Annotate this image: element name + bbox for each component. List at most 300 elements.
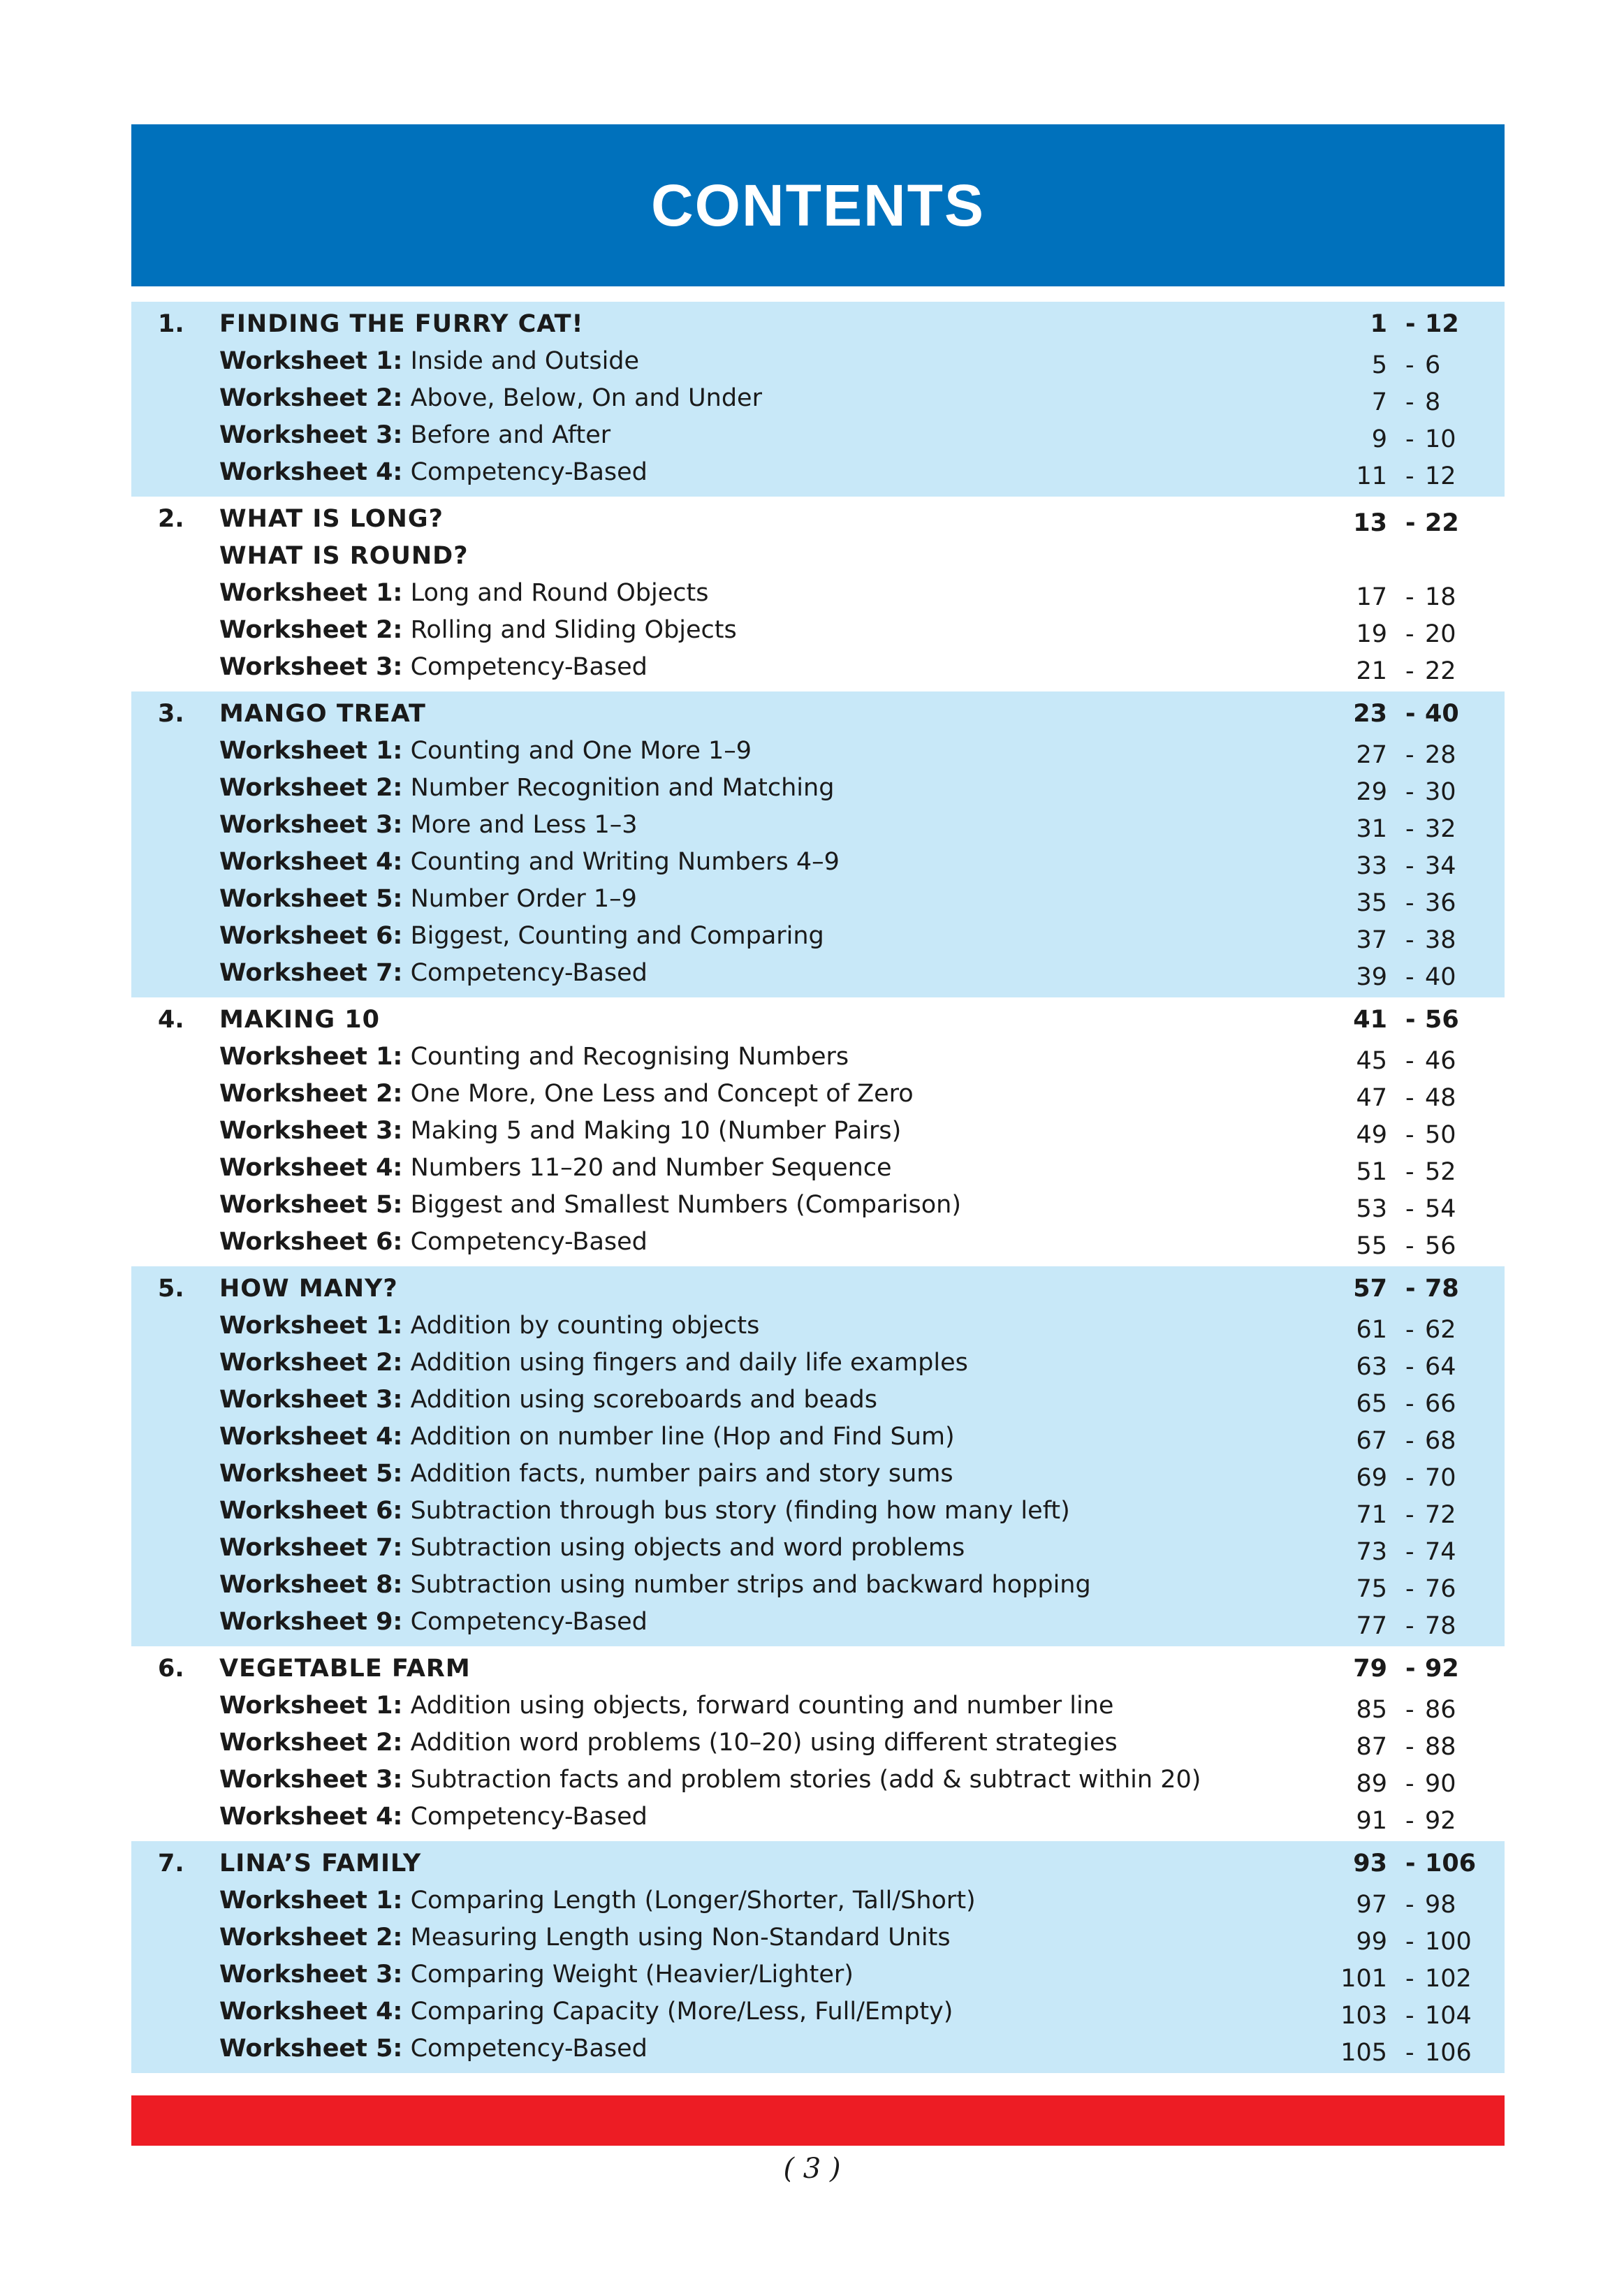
- worksheet-row[interactable]: [131, 1224, 1505, 1261]
- worksheet-number: Worksheet 4:: [219, 1423, 403, 1451]
- worksheet-entry: [219, 575, 708, 612]
- page-end: 90: [1425, 1770, 1456, 1798]
- page-end: 92: [1425, 1655, 1459, 1683]
- worksheet-row[interactable]: [131, 918, 1505, 955]
- worksheet-number: Worksheet 7:: [219, 1534, 403, 1562]
- page-range: [1347, 1349, 1486, 1386]
- page-start: 33: [1356, 852, 1387, 880]
- worksheet-number: Worksheet 3:: [219, 811, 403, 839]
- chapter-title: MAKING 10: [219, 1006, 380, 1034]
- worksheet-row[interactable]: [131, 1725, 1505, 1762]
- worksheet-title: Comparing Capacity (More/Less, Full/Empty): [410, 1998, 953, 2026]
- worksheet-row[interactable]: [131, 649, 1505, 686]
- page-end: 36: [1425, 889, 1456, 917]
- worksheet-entry: [219, 1039, 849, 1076]
- worksheet-row[interactable]: [131, 380, 1505, 417]
- page-range-dash: -: [1405, 657, 1414, 685]
- page-end: 12: [1425, 310, 1459, 338]
- worksheet-number: Worksheet 2:: [219, 774, 403, 802]
- footer-bar: [131, 2095, 1505, 2146]
- worksheet-entry: [219, 1308, 759, 1345]
- page-range: [1347, 1803, 1486, 1840]
- chapter-title-row[interactable]: [131, 538, 1505, 575]
- worksheet-row[interactable]: [131, 1993, 1505, 2030]
- worksheet-number: Worksheet 5:: [219, 2035, 403, 2063]
- worksheet-number: Worksheet 3:: [219, 1386, 403, 1414]
- page-range: [1347, 1692, 1486, 1729]
- worksheet-title: Comparing Length (Longer/Shorter, Tall/Short): [410, 1887, 976, 1915]
- contents-header: [131, 124, 1505, 286]
- table-of-contents: [131, 302, 1505, 2073]
- page-range: [1347, 1271, 1486, 1308]
- worksheet-number: Worksheet 2:: [219, 1729, 403, 1757]
- page-range: [1347, 458, 1486, 495]
- worksheet-row[interactable]: [131, 1567, 1505, 1604]
- page-start: 105: [1340, 2039, 1387, 2067]
- worksheet-number: Worksheet 2:: [219, 616, 403, 644]
- page-range-dash: -: [1405, 778, 1414, 806]
- page-start: 75: [1356, 1575, 1387, 1603]
- worksheet-entry: [219, 343, 639, 380]
- worksheet-number: Worksheet 1:: [219, 579, 403, 607]
- worksheet-title: Subtraction using number strips and backward hopping: [410, 1571, 1091, 1599]
- page-range-dash: -: [1405, 1928, 1414, 1956]
- page-start: 5: [1371, 351, 1387, 379]
- worksheet-title: Number Order 1–9: [410, 885, 637, 913]
- page-end: 30: [1425, 778, 1456, 806]
- page-end: 8: [1425, 388, 1441, 416]
- page-start: 47: [1356, 1084, 1387, 1112]
- worksheet-title: Subtraction through bus story (finding how many left): [410, 1497, 1070, 1525]
- worksheet-entry: [219, 1456, 953, 1493]
- page-range: [1347, 1534, 1486, 1571]
- worksheet-title: Inside and Outside: [410, 347, 640, 375]
- worksheet-number: Worksheet 8:: [219, 1571, 403, 1599]
- worksheet-number: Worksheet 4:: [219, 848, 403, 876]
- worksheet-row[interactable]: [131, 1076, 1505, 1113]
- page-start: 57: [1353, 1275, 1387, 1303]
- chapter-title: HOW MANY?: [219, 1275, 398, 1303]
- page-end: 46: [1425, 1047, 1456, 1075]
- chapter-title-row[interactable]: [131, 1650, 1505, 1688]
- worksheet-row[interactable]: [131, 2030, 1505, 2067]
- page-start: 7: [1371, 388, 1387, 416]
- worksheet-row[interactable]: [131, 1150, 1505, 1187]
- page-range-dash: -: [1405, 1121, 1414, 1149]
- worksheet-title: Making 5 and Making 10 (Number Pairs): [410, 1117, 902, 1145]
- worksheet-number: Worksheet 1:: [219, 347, 403, 375]
- worksheet-entry: [219, 1345, 968, 1382]
- worksheet-number: Worksheet 1:: [219, 1043, 403, 1071]
- page-end: 32: [1425, 815, 1456, 843]
- chapter-number: 5.: [158, 1275, 184, 1303]
- page-end: 100: [1425, 1928, 1472, 1956]
- page-start: 93: [1353, 1850, 1387, 1877]
- worksheet-row[interactable]: [131, 1308, 1505, 1345]
- page-range: [1347, 1423, 1486, 1460]
- page-start: 41: [1353, 1006, 1387, 1034]
- worksheet-row[interactable]: [131, 1187, 1505, 1224]
- page-start: 71: [1356, 1501, 1387, 1529]
- page-range-dash: -: [1405, 852, 1414, 880]
- page-range-dash: -: [1405, 1006, 1416, 1034]
- page-end: 50: [1425, 1121, 1456, 1149]
- chapter-title: VEGETABLE FARM: [219, 1655, 471, 1683]
- worksheet-row[interactable]: [131, 733, 1505, 770]
- page-range: [1347, 1887, 1486, 1924]
- page-start: 39: [1356, 963, 1387, 991]
- worksheet-row[interactable]: [131, 1345, 1505, 1382]
- chapter-number: 2.: [158, 505, 184, 533]
- chapter-title-row[interactable]: [131, 1845, 1505, 1882]
- page-range: [1347, 885, 1486, 922]
- worksheet-row[interactable]: [131, 1604, 1505, 1641]
- worksheet-row[interactable]: [131, 1530, 1505, 1567]
- worksheet-row[interactable]: [131, 1882, 1505, 1919]
- worksheet-row[interactable]: [131, 612, 1505, 649]
- chapter-title: WHAT IS ROUND?: [219, 542, 469, 570]
- page-number: ( 3 ): [783, 2153, 841, 2185]
- worksheet-title: Addition by counting objects: [410, 1312, 760, 1340]
- page-end: 28: [1425, 741, 1456, 769]
- page-range-dash: -: [1405, 2002, 1414, 2030]
- worksheet-title: Competency-Based: [410, 1228, 648, 1256]
- page-start: 49: [1356, 1121, 1387, 1149]
- page-range: [1347, 1729, 1486, 1766]
- chapter-number: 7.: [158, 1850, 184, 1877]
- page-range-dash: -: [1405, 425, 1414, 453]
- page-range: [1347, 421, 1486, 458]
- page-range: [1347, 347, 1486, 384]
- worksheet-number: Worksheet 2:: [219, 1924, 403, 1952]
- worksheet-title: Counting and Writing Numbers 4–9: [410, 848, 840, 876]
- page-range-dash: -: [1405, 1084, 1414, 1112]
- worksheet-number: Worksheet 4:: [219, 1998, 403, 2026]
- page-range-dash: -: [1405, 1275, 1416, 1303]
- worksheet-entry: [219, 1762, 1201, 1799]
- page-start: 17: [1356, 583, 1387, 611]
- page-range: [1347, 1571, 1486, 1608]
- page-range: [1347, 1312, 1486, 1349]
- chapter-title: MANGO TREAT: [219, 700, 426, 728]
- page-end: 78: [1425, 1612, 1456, 1640]
- worksheet-entry: [219, 2030, 648, 2067]
- page-range-dash: -: [1405, 815, 1414, 843]
- page-range-dash: -: [1405, 963, 1414, 991]
- worksheet-number: Worksheet 4:: [219, 1803, 403, 1831]
- worksheet-entry: [219, 1956, 854, 1993]
- worksheet-title: Comparing Weight (Heavier/Lighter): [410, 1961, 854, 1989]
- worksheet-row[interactable]: [131, 1419, 1505, 1456]
- page-range: [1347, 696, 1486, 733]
- page-range-dash: -: [1405, 1807, 1414, 1835]
- worksheet-number: Worksheet 2:: [219, 384, 403, 412]
- worksheet-number: Worksheet 3:: [219, 1961, 403, 1989]
- page-end: 54: [1425, 1195, 1456, 1223]
- page-end: 68: [1425, 1427, 1456, 1455]
- worksheet-row[interactable]: [131, 881, 1505, 918]
- page-start: 53: [1356, 1195, 1387, 1223]
- page-end: 22: [1425, 509, 1459, 537]
- page-start: 23: [1353, 700, 1387, 728]
- worksheet-row[interactable]: [131, 844, 1505, 881]
- worksheet-row[interactable]: [131, 1799, 1505, 1836]
- page-start: 61: [1356, 1316, 1387, 1344]
- worksheet-row[interactable]: [131, 1493, 1505, 1530]
- worksheet-entry: [219, 1567, 1091, 1604]
- chapter-title-row[interactable]: [131, 501, 1505, 538]
- worksheet-row[interactable]: [131, 955, 1505, 992]
- page-start: 67: [1356, 1427, 1387, 1455]
- page-end: 78: [1425, 1275, 1459, 1303]
- page-end: 86: [1425, 1696, 1456, 1724]
- page-range: [1347, 1191, 1486, 1228]
- page-range: [1347, 616, 1486, 653]
- page-range: [1340, 2035, 1486, 2072]
- worksheet-entry: [219, 380, 762, 417]
- worksheet-entry: [219, 881, 637, 918]
- page-range: [1347, 1386, 1486, 1423]
- page-end: 66: [1425, 1390, 1456, 1418]
- chapter-block: [131, 497, 1505, 691]
- page-range-dash: -: [1405, 1232, 1414, 1260]
- worksheet-title: Addition facts, number pairs and story sums: [410, 1460, 953, 1488]
- worksheet-title: Long and Round Objects: [410, 579, 709, 607]
- worksheet-row[interactable]: [131, 343, 1505, 380]
- page-end: 56: [1425, 1232, 1456, 1260]
- worksheet-entry: [219, 1076, 914, 1113]
- chapter-title: FINDING THE FURRY CAT!: [219, 310, 584, 338]
- worksheet-row[interactable]: [131, 770, 1505, 807]
- chapter-title-row[interactable]: [131, 1002, 1505, 1039]
- page-range: [1347, 848, 1486, 885]
- page-end: 102: [1425, 1965, 1472, 1993]
- page-range: [1347, 811, 1486, 848]
- worksheet-number: Worksheet 1:: [219, 737, 403, 765]
- worksheet-number: Worksheet 3:: [219, 1117, 403, 1145]
- page-start: 9: [1371, 425, 1387, 453]
- page-range: [1347, 1460, 1486, 1497]
- worksheet-title: Competency-Based: [410, 458, 648, 486]
- worksheet-number: Worksheet 6:: [219, 922, 403, 950]
- chapter-title-row[interactable]: [131, 696, 1505, 733]
- worksheet-entry: [219, 1224, 648, 1261]
- page-start: 103: [1340, 2002, 1387, 2030]
- worksheet-row[interactable]: [131, 575, 1505, 612]
- page-end: 56: [1425, 1006, 1459, 1034]
- worksheet-title: Addition using objects, forward counting and number line: [410, 1692, 1114, 1720]
- worksheet-entry: [219, 417, 610, 454]
- page-start: 97: [1356, 1891, 1387, 1919]
- page-range-dash: -: [1405, 1850, 1416, 1877]
- chapter-number: 6.: [158, 1655, 184, 1683]
- worksheet-entry: [219, 1604, 648, 1641]
- page-end: 62: [1425, 1316, 1456, 1344]
- page-start: 73: [1356, 1538, 1387, 1566]
- page-range-dash: -: [1405, 620, 1414, 648]
- worksheet-row[interactable]: [131, 807, 1505, 844]
- worksheet-entry: [219, 770, 834, 807]
- page-range: [1347, 959, 1486, 996]
- page-range: [1347, 505, 1486, 542]
- page-start: 45: [1356, 1047, 1387, 1075]
- worksheet-entry: [219, 955, 648, 992]
- page-start: 51: [1356, 1158, 1387, 1186]
- worksheet-row[interactable]: [131, 1039, 1505, 1076]
- worksheet-entry: [219, 612, 737, 649]
- worksheet-row[interactable]: [131, 1956, 1505, 1993]
- page-end: 76: [1425, 1575, 1456, 1603]
- page-range-dash: -: [1405, 1047, 1414, 1075]
- page-end: 40: [1425, 963, 1456, 991]
- page-start: 27: [1356, 741, 1387, 769]
- worksheet-row[interactable]: [131, 454, 1505, 491]
- page-range-dash: -: [1405, 1696, 1414, 1724]
- chapter-block: [131, 1266, 1505, 1646]
- page-start: 101: [1340, 1965, 1387, 1993]
- page-range: [1347, 1117, 1486, 1154]
- page-range-dash: -: [1405, 1733, 1414, 1761]
- page-range: [1347, 1497, 1486, 1534]
- page-start: 13: [1353, 509, 1387, 537]
- worksheet-row[interactable]: [131, 1688, 1505, 1725]
- worksheet-entry: [219, 1688, 1113, 1725]
- page-end: 88: [1425, 1733, 1456, 1761]
- page-range: [1347, 922, 1486, 959]
- worksheet-title: Competency-Based: [410, 959, 648, 987]
- worksheet-title: Number Recognition and Matching: [410, 774, 835, 802]
- worksheet-number: Worksheet 7:: [219, 959, 403, 987]
- page-range: [1347, 306, 1486, 343]
- worksheet-number: Worksheet 3:: [219, 653, 403, 681]
- page-range: [1347, 1002, 1486, 1039]
- worksheet-entry: [219, 649, 648, 686]
- page-range-dash: -: [1405, 1390, 1414, 1418]
- page-start: 21: [1356, 657, 1387, 685]
- chapter-block: [131, 1841, 1505, 2073]
- chapter-number: 4.: [158, 1006, 184, 1034]
- page-range: [1347, 1608, 1486, 1645]
- page-range-dash: -: [1405, 351, 1414, 379]
- worksheet-row[interactable]: [131, 417, 1505, 454]
- worksheet-entry: [219, 807, 638, 844]
- worksheet-entry: [219, 844, 840, 881]
- worksheet-title: Subtraction using objects and word problems: [410, 1534, 965, 1562]
- page-start: 99: [1356, 1928, 1387, 1956]
- worksheet-number: Worksheet 6:: [219, 1497, 403, 1525]
- worksheet-title: More and Less 1–3: [410, 811, 638, 839]
- page-range-dash: -: [1405, 1965, 1414, 1993]
- worksheet-title: Competency-Based: [410, 653, 648, 681]
- page-range-dash: -: [1405, 583, 1414, 611]
- worksheet-entry: [219, 1725, 1118, 1762]
- page-range: [1347, 579, 1486, 616]
- page-range-dash: -: [1405, 310, 1416, 338]
- page-end: 106: [1425, 1850, 1477, 1877]
- page-start: 89: [1356, 1770, 1387, 1798]
- worksheet-number: Worksheet 2:: [219, 1349, 403, 1377]
- page-start: 85: [1356, 1696, 1387, 1724]
- worksheet-row[interactable]: [131, 1113, 1505, 1150]
- page-range: [1347, 1766, 1486, 1803]
- page-range-dash: -: [1405, 1538, 1414, 1566]
- page-range-dash: -: [1405, 1353, 1414, 1381]
- page-end: 70: [1425, 1464, 1456, 1492]
- worksheet-number: Worksheet 3:: [219, 1766, 403, 1794]
- worksheet-title: Competency-Based: [410, 1608, 648, 1636]
- worksheet-row[interactable]: [131, 1382, 1505, 1419]
- worksheet-entry: [219, 1382, 877, 1419]
- page-end: 18: [1425, 583, 1456, 611]
- page-range-dash: -: [1405, 388, 1414, 416]
- page-end: 52: [1425, 1158, 1456, 1186]
- page-end: 92: [1425, 1807, 1456, 1835]
- chapter-block: [131, 997, 1505, 1266]
- page-end: 34: [1425, 852, 1456, 880]
- page-start: 87: [1356, 1733, 1387, 1761]
- chapter-title: WHAT IS LONG?: [219, 505, 444, 533]
- page-range-dash: -: [1405, 1195, 1414, 1223]
- page-range-dash: -: [1405, 1427, 1414, 1455]
- page-start: 65: [1356, 1390, 1387, 1418]
- page-start: 79: [1353, 1655, 1387, 1683]
- page-range-dash: -: [1405, 889, 1414, 917]
- chapter-number: 1.: [158, 310, 184, 338]
- worksheet-title: Counting and Recognising Numbers: [410, 1043, 849, 1071]
- page-end: 6: [1425, 351, 1441, 379]
- worksheet-entry: [219, 1187, 961, 1224]
- page-range: [1340, 1961, 1486, 1998]
- worksheet-entry: [219, 1419, 955, 1456]
- worksheet-row[interactable]: [131, 1456, 1505, 1493]
- worksheet-title: Addition using fingers and daily life examples: [410, 1349, 968, 1377]
- page-start: 31: [1356, 815, 1387, 843]
- worksheet-entry: [219, 1493, 1070, 1530]
- page-start: 55: [1356, 1232, 1387, 1260]
- worksheet-entry: [219, 1993, 953, 2030]
- worksheet-row[interactable]: [131, 1919, 1505, 1956]
- page-end: 98: [1425, 1891, 1456, 1919]
- page-range-dash: -: [1405, 741, 1414, 769]
- page-start: 1: [1370, 310, 1387, 338]
- worksheet-title: Addition using scoreboards and beads: [410, 1386, 877, 1414]
- page-start: 35: [1356, 889, 1387, 917]
- page-end: 74: [1425, 1538, 1456, 1566]
- page-end: 38: [1425, 926, 1456, 954]
- worksheet-entry: [219, 1799, 648, 1836]
- worksheet-entry: [219, 1530, 965, 1567]
- page-end: 64: [1425, 1353, 1456, 1381]
- worksheet-entry: [219, 1882, 976, 1919]
- page-range-dash: -: [1405, 1612, 1414, 1640]
- page-start: 69: [1356, 1464, 1387, 1492]
- page-title: CONTENTS: [651, 172, 985, 238]
- page-range: [1347, 653, 1486, 690]
- page-range: [1347, 1650, 1486, 1688]
- chapter-title-row[interactable]: [131, 306, 1505, 343]
- page-start: 77: [1356, 1612, 1387, 1640]
- page-range: [1347, 1924, 1486, 1961]
- chapter-title-row[interactable]: [131, 1271, 1505, 1308]
- page-range-dash: -: [1405, 2039, 1414, 2067]
- worksheet-entry: [219, 918, 824, 955]
- worksheet-entry: [219, 1150, 892, 1187]
- chapter-title: LINA’S FAMILY: [219, 1850, 422, 1877]
- worksheet-row[interactable]: [131, 1762, 1505, 1799]
- page-range-dash: -: [1405, 700, 1416, 728]
- chapter-block: [131, 1646, 1505, 1841]
- worksheet-title: One More, One Less and Concept of Zero: [410, 1080, 914, 1108]
